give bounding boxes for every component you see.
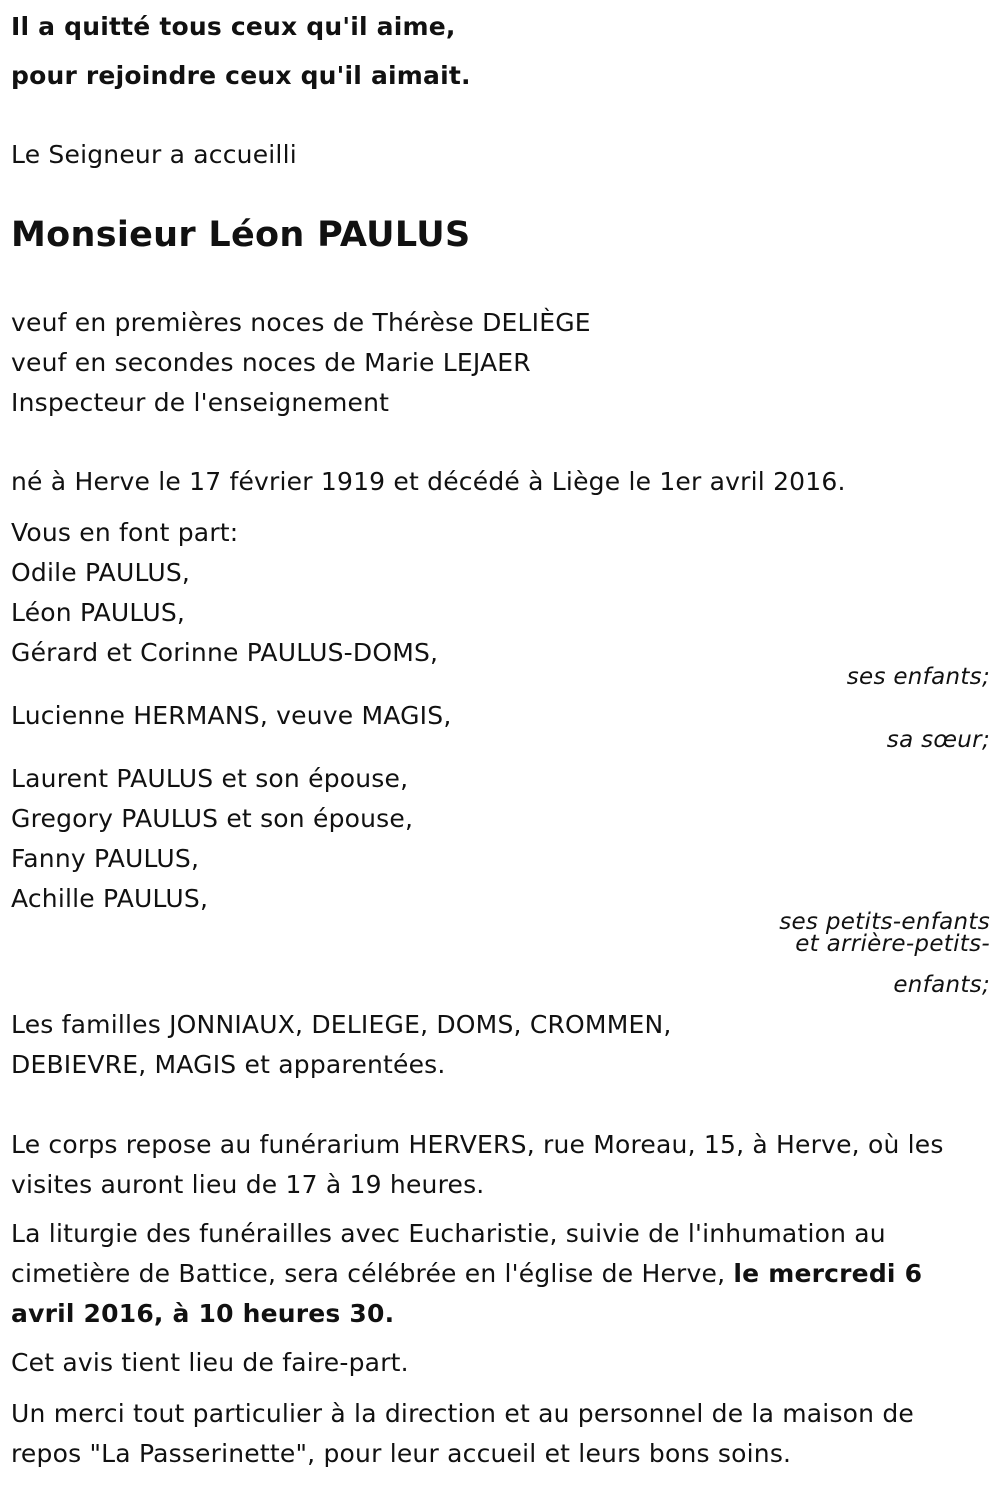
detail-line: Inspecteur de l'enseignement <box>11 388 390 417</box>
visitation-line: visites auront lieu de 17 à 19 heures. <box>11 1170 485 1199</box>
child-name: Odile PAULUS, <box>11 558 191 587</box>
announce-line: Vous en font part: <box>11 518 239 547</box>
detail-line: veuf en premières noces de Thérèse DELIÈGE <box>11 308 591 337</box>
funeral-date: le mercredi 6 <box>733 1259 923 1288</box>
child-name: Gérard et Corinne PAULUS-DOMS, <box>11 638 439 667</box>
grandchild-name: Laurent PAULUS et son épouse, <box>11 764 409 793</box>
families-line: Les familles JONNIAUX, DELIEGE, DOMS, CROMMEN, <box>11 1010 672 1039</box>
epitaph-line-2: pour rejoindre ceux qu'il aimait. <box>11 61 471 90</box>
notice-line: Cet avis tient lieu de faire-part. <box>11 1348 409 1377</box>
thanks-line: Un merci tout particulier à la direction et au personnel de la maison de <box>11 1399 915 1428</box>
detail-line: veuf en secondes noces de Marie LEJAER <box>11 348 531 377</box>
thanks-line: repos "La Passerinette", pour leur accueil et leurs bons soins. <box>11 1439 792 1468</box>
grandchild-name: Gregory PAULUS et son épouse, <box>11 804 414 833</box>
deceased-name: Monsieur Léon PAULUS <box>11 215 471 255</box>
children-label: ses enfants; <box>846 664 990 690</box>
liturgy-line <box>11 1259 922 1289</box>
funeral-time: avril 2016, à 10 heures 30. <box>11 1299 395 1328</box>
birth-death-line: né à Herve le 17 février 1919 et décédé à Liège le 1er avril 2016. <box>11 467 846 496</box>
sister-name: Lucienne HERMANS, veuve MAGIS, <box>11 701 452 730</box>
epitaph-line-1: Il a quitté tous ceux qu'il aime, <box>11 12 456 41</box>
grandchildren-label: ses petits-enfants <box>779 909 990 935</box>
sister-label: sa sœur; <box>886 727 990 753</box>
liturgy-line: La liturgie des funérailles avec Eucharistie, suivie de l'inhumation au <box>11 1219 886 1248</box>
liturgy-text: cimetière de Battice, sera célébrée en l'église de Herve, <box>11 1259 734 1288</box>
child-name: Léon PAULUS, <box>11 598 186 627</box>
visitation-line: Le corps repose au funérarium HERVERS, rue Moreau, 15, à Herve, où les <box>11 1130 944 1159</box>
families-line: DEBIEVRE, MAGIS et apparentées. <box>11 1050 446 1079</box>
intro-text: Le Seigneur a accueilli <box>11 140 297 169</box>
grandchild-name: Achille PAULUS, <box>11 884 209 913</box>
grandchild-name: Fanny PAULUS, <box>11 844 200 873</box>
grandchildren-label: et arrière-petits- <box>795 931 990 957</box>
grandchildren-label: enfants; <box>893 972 990 998</box>
